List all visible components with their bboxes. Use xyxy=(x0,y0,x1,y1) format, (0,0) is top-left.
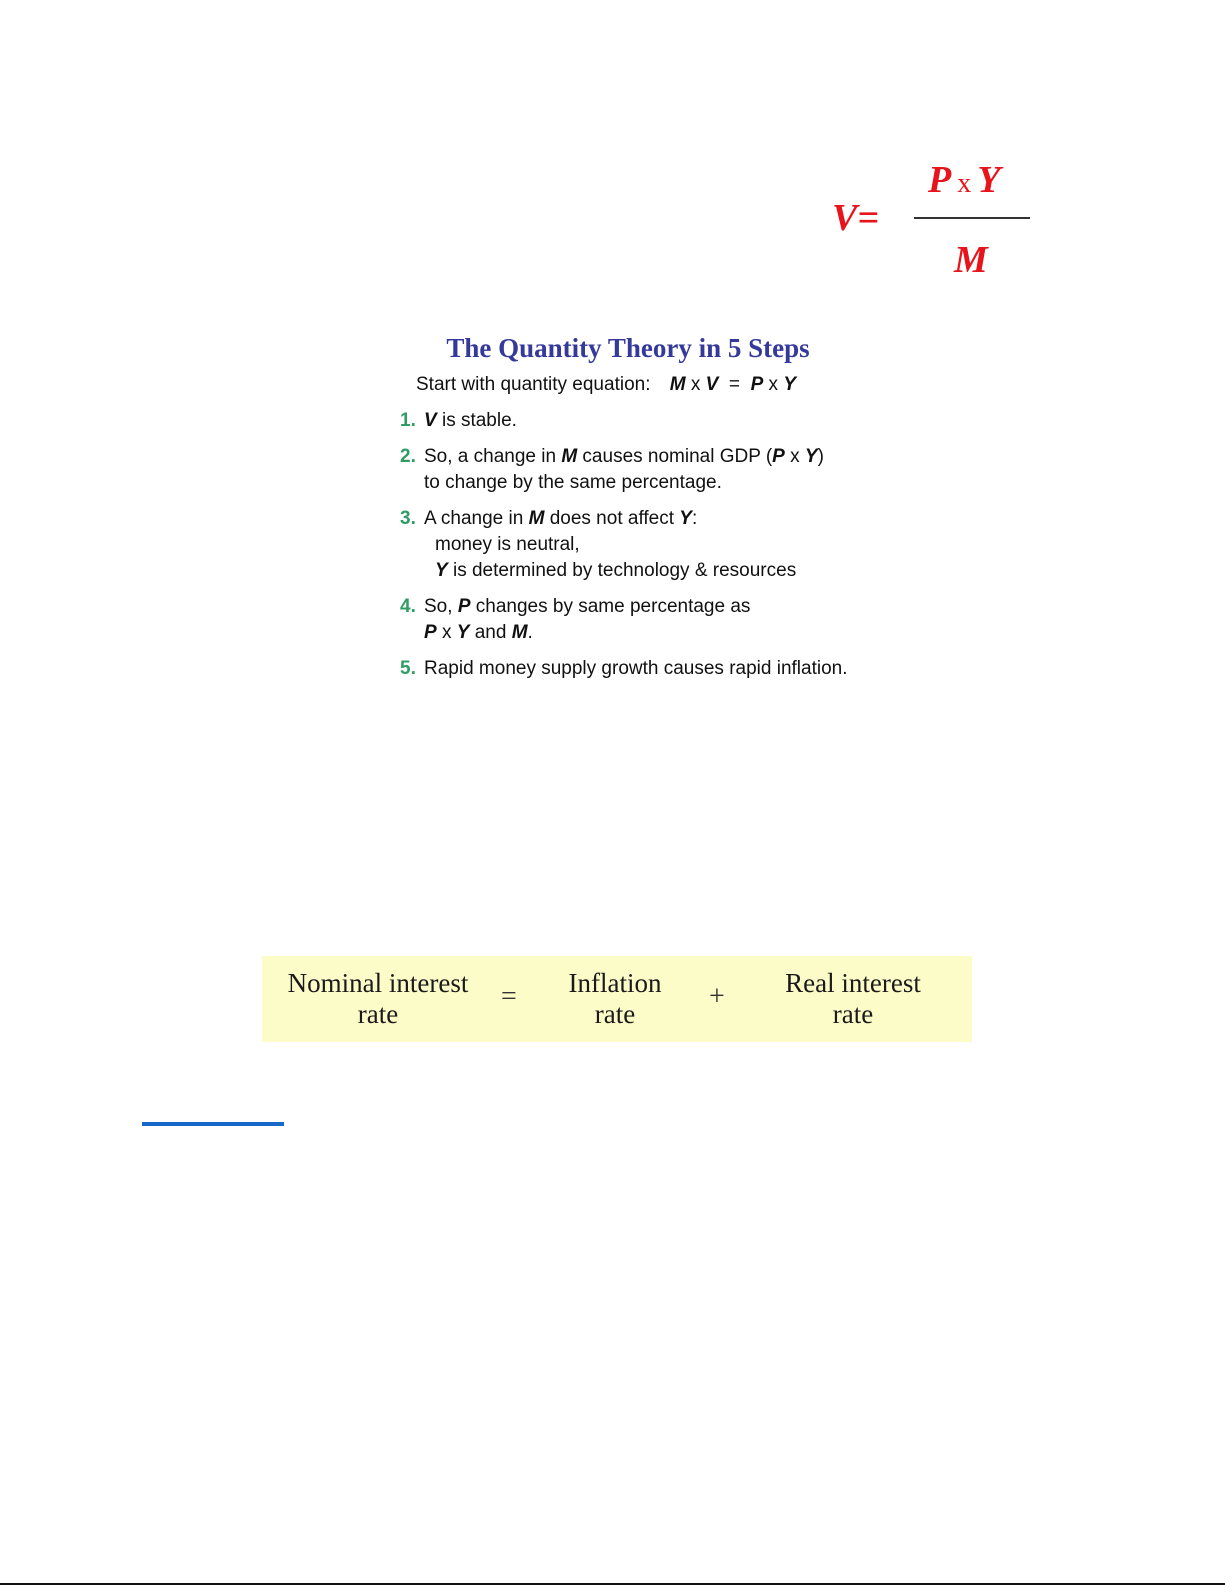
eq-times: x xyxy=(690,374,701,395)
step-number: 3. xyxy=(400,508,416,529)
eq-m: M xyxy=(669,374,686,395)
times-sign: x xyxy=(436,622,457,643)
quantity-equation xyxy=(670,374,796,395)
start-equation xyxy=(416,372,796,398)
var-v: V xyxy=(424,410,437,431)
var-y: Y xyxy=(679,508,692,529)
step-2-text-1: So, a change in xyxy=(424,446,562,467)
steps-list xyxy=(400,408,960,692)
var-m: M xyxy=(528,508,545,529)
numerator-y: Y xyxy=(977,159,1001,201)
step-text xyxy=(424,506,960,584)
step-4-text-2: changes by same percentage as xyxy=(470,596,751,617)
velocity-formula-lhs: V= xyxy=(832,197,879,239)
var-p: P xyxy=(772,446,785,467)
section-rule xyxy=(142,1122,284,1126)
step-1-text: is stable. xyxy=(436,410,517,431)
slide-title: The Quantity Theory in 5 Steps xyxy=(446,333,810,363)
var-y: Y xyxy=(804,446,818,467)
var-y: Y xyxy=(456,622,470,643)
step-text xyxy=(424,408,960,434)
times-sign: x xyxy=(784,446,805,467)
var-p: P xyxy=(424,622,437,643)
step-line xyxy=(424,620,960,646)
velocity-formula-denominator: M xyxy=(954,239,988,281)
step-number: 5. xyxy=(400,658,416,679)
inflation-line-1: Inflation xyxy=(568,968,662,998)
numerator-p: P xyxy=(928,159,952,201)
step-item xyxy=(400,444,960,496)
eq-equals: = xyxy=(728,374,741,395)
inflation-line-2: rate xyxy=(594,999,636,1029)
equals-sign: = xyxy=(501,981,517,1012)
step-item xyxy=(400,408,960,434)
inflation-rate-term xyxy=(551,968,679,1030)
step-3-line-3: is determined by technology & resources xyxy=(447,560,797,581)
step-line xyxy=(424,558,960,584)
step-2-text-2: causes nominal GDP ( xyxy=(577,446,773,467)
velocity-formula-numerator xyxy=(928,156,1000,208)
nominal-line-2: rate xyxy=(357,999,399,1029)
fraction-bar xyxy=(914,217,1030,219)
numerator-times: x xyxy=(957,168,972,199)
var-m: M xyxy=(511,622,528,643)
nominal-line-1: Nominal interest xyxy=(287,968,469,998)
real-line-1: Real interest xyxy=(785,968,921,998)
eq-times: x xyxy=(768,374,779,395)
real-line-2: rate xyxy=(832,999,874,1029)
eq-y: Y xyxy=(783,374,797,395)
step-number: 2. xyxy=(400,446,416,467)
step-4-text-1: So, xyxy=(424,596,458,617)
step-item xyxy=(400,656,960,682)
interest-equation-box xyxy=(262,956,972,1042)
var-y: Y xyxy=(435,560,448,581)
step-item xyxy=(400,506,960,584)
var-m: M xyxy=(561,446,578,467)
period: . xyxy=(527,622,533,643)
step-text xyxy=(424,444,960,496)
step-item xyxy=(400,594,960,646)
start-label: Start with quantity equation: xyxy=(416,374,651,395)
eq-v: V xyxy=(705,374,719,395)
step-3-text-3: : xyxy=(691,508,698,529)
step-line xyxy=(424,506,960,532)
step-2-text-3: ) xyxy=(817,446,824,467)
step-3-text-1: A change in xyxy=(424,508,529,529)
step-3-line-2: money is neutral, xyxy=(435,534,580,555)
real-rate-term xyxy=(770,968,936,1030)
step-5-text: Rapid money supply growth causes rapid inflation. xyxy=(424,658,848,679)
step-line xyxy=(424,444,960,470)
nominal-rate-term xyxy=(280,968,476,1030)
step-number: 4. xyxy=(400,596,416,617)
step-line xyxy=(424,594,960,620)
step-2-line-2: to change by the same percentage. xyxy=(424,472,722,493)
and-word: and xyxy=(469,622,512,643)
step-number: 1. xyxy=(400,410,416,431)
step-3-text-2: does not affect xyxy=(544,508,680,529)
eq-p: P xyxy=(750,374,764,395)
var-p: P xyxy=(457,596,471,617)
step-text xyxy=(424,594,960,646)
plus-sign: + xyxy=(709,981,725,1012)
